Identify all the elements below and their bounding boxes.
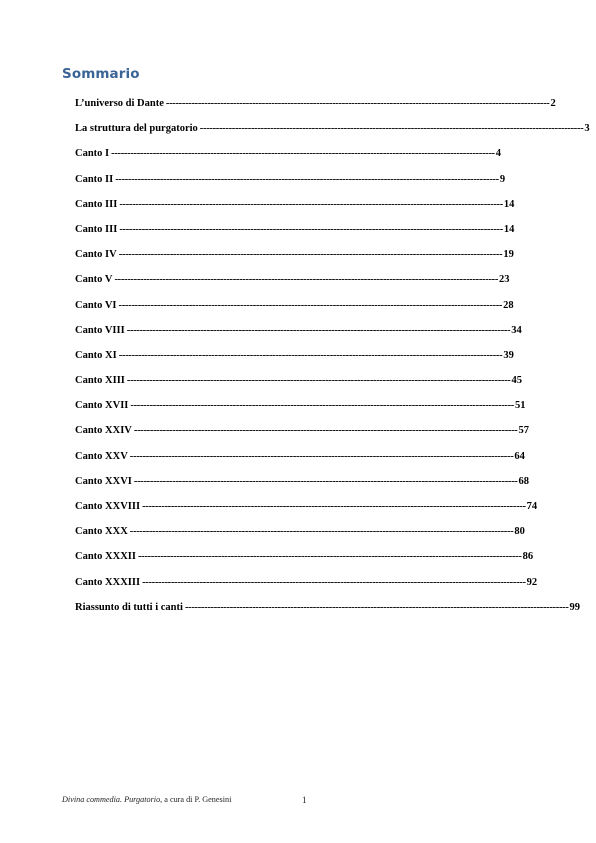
toc-dot-leader: ------------------------------------------------------------------------------------------------------------------------ <box>115 173 499 185</box>
toc-entry-page: 64 <box>514 450 525 462</box>
toc-entry-page: 57 <box>518 425 529 437</box>
toc-entry-page: 68 <box>518 475 529 487</box>
toc-entry-title: Canto VIII <box>75 324 125 336</box>
toc-entry-page: 51 <box>514 400 526 412</box>
toc-dot-leader: ------------------------------------------------------------------------------------------------------------------------ <box>129 526 514 538</box>
toc-entry-page: 14 <box>503 223 515 235</box>
toc-dot-leader: ------------------------------------------------------------------------------------------------------------------------ <box>126 375 511 387</box>
toc-dot-leader: ------------------------------------------------------------------------------------------------------------------------ <box>199 123 584 135</box>
toc-entry-page: 86 <box>522 551 534 563</box>
toc-entry-page: 28 <box>503 299 514 311</box>
toc-entry[interactable] <box>75 375 522 400</box>
toc-entry[interactable] <box>75 349 514 375</box>
footer-work-title: Divina commedia. Purgatorio <box>62 795 161 804</box>
toc-entry[interactable] <box>75 173 506 199</box>
toc-entry[interactable] <box>75 123 590 148</box>
toc-entry[interactable] <box>75 223 515 249</box>
toc-entry-page: 45 <box>511 375 522 387</box>
toc-dot-leader: ------------------------------------------------------------------------------------------------------------------------ <box>118 249 503 261</box>
toc-entry-title: Canto XXIV <box>75 425 132 437</box>
toc-dot-leader: ------------------------------------------------------------------------------------------------------------------------ <box>126 324 511 336</box>
toc-entry[interactable] <box>75 274 510 299</box>
toc-dot-leader: ------------------------------------------------------------------------------------------------------------------------ <box>137 551 522 563</box>
toc-dot-leader: ------------------------------------------------------------------------------------------------------------------------ <box>119 198 503 210</box>
toc-entry-page: 80 <box>514 526 525 538</box>
toc-entry-title: Canto XVII <box>75 400 129 412</box>
toc-entry[interactable] <box>75 501 538 526</box>
toc-dot-leader: ------------------------------------------------------------------------------------------------------------------------ <box>114 274 499 286</box>
toc-dot-leader: ------------------------------------------------------------------------------------------------------------------------ <box>142 501 526 512</box>
toc-entry[interactable] <box>75 526 525 551</box>
toc-entry-title: Riassunto di tutti i canti <box>75 601 183 613</box>
toc-entry[interactable] <box>75 601 581 627</box>
toc-entry-title: La struttura del purgatorio <box>75 123 198 135</box>
toc-entry-title: Canto III <box>75 198 118 210</box>
toc-entry-title: Canto II <box>75 173 114 185</box>
toc-dot-leader: ------------------------------------------------------------------------------------------------------------------------ <box>130 400 514 412</box>
toc-entry[interactable] <box>75 198 515 224</box>
footer-credit: , a cura di P. Genesini <box>160 795 232 804</box>
toc-entry-page: 4 <box>495 148 501 160</box>
page-title: Sommario <box>62 66 140 82</box>
toc-entry-page: 34 <box>511 324 522 336</box>
toc-entry-title: Canto XXXII <box>75 551 136 563</box>
toc-entry-page: 3 <box>584 123 590 135</box>
toc-entry-page: 14 <box>503 198 515 210</box>
toc-entry-title: Canto IV <box>75 249 117 261</box>
toc-entry-title: Canto XXX <box>75 526 128 538</box>
toc-entry-title: Canto XIII <box>75 375 125 387</box>
toc-entry[interactable] <box>75 450 525 476</box>
toc-entry-title: L’universo di Dante <box>75 98 164 109</box>
toc-dot-leader: ------------------------------------------------------------------------------------------------------------------------ <box>118 299 503 311</box>
toc-entry-title: Canto XXXIII <box>75 576 141 588</box>
toc-entry-page: 23 <box>499 274 510 286</box>
toc-entry[interactable] <box>75 576 538 602</box>
toc-entry[interactable] <box>75 400 526 425</box>
toc-dot-leader: ------------------------------------------------------------------------------------------------------------------------ <box>133 475 518 487</box>
toc-entry-page: 99 <box>569 601 581 613</box>
toc-entry[interactable] <box>75 425 529 450</box>
toc-dot-leader: ------------------------------------------------------------------------------------------------------------------------ <box>133 425 518 437</box>
toc-entry-page: 92 <box>526 576 538 588</box>
toc-dot-leader: ------------------------------------------------------------------------------------------------------------------------ <box>129 450 514 462</box>
toc-entry-page: 39 <box>503 349 514 361</box>
footer-page-number: 1 <box>302 795 307 805</box>
toc-entry[interactable] <box>75 475 529 501</box>
toc-dot-leader: ------------------------------------------------------------------------------------------------------------------------ <box>118 349 503 361</box>
toc-entry[interactable] <box>75 148 501 173</box>
toc-entry-title: Canto XI <box>75 349 117 361</box>
toc-dot-leader: ------------------------------------------------------------------------------------------------------------------------ <box>184 601 569 613</box>
toc-entry-title: Canto V <box>75 274 113 286</box>
toc-entry-page: 19 <box>503 249 514 261</box>
toc-entry[interactable] <box>75 324 522 350</box>
toc-entry-title: Canto XXVIII <box>75 501 141 512</box>
toc-entry[interactable] <box>75 551 534 576</box>
table-of-contents <box>75 98 590 627</box>
toc-entry-title: Canto I <box>75 148 110 160</box>
toc-dot-leader: ------------------------------------------------------------------------------------------------------------------------ <box>142 576 526 588</box>
toc-entry-page: 74 <box>526 501 538 512</box>
toc-entry-title: Canto III <box>75 223 118 235</box>
footer-caption <box>62 795 231 804</box>
toc-entry-page: 2 <box>550 98 556 109</box>
toc-entry[interactable] <box>75 98 556 123</box>
toc-dot-leader: ------------------------------------------------------------------------------------------------------------------------ <box>119 223 503 235</box>
toc-entry-title: Canto XXVI <box>75 475 132 487</box>
toc-entry-page: 9 <box>499 173 506 185</box>
toc-entry[interactable] <box>75 299 514 325</box>
toc-entry-title: Canto VI <box>75 299 117 311</box>
toc-entry[interactable] <box>75 249 514 274</box>
toc-dot-leader: ------------------------------------------------------------------------------------------------------------------------ <box>111 148 495 160</box>
toc-dot-leader: ------------------------------------------------------------------------------------------------------------------------ <box>165 98 550 109</box>
toc-entry-title: Canto XXV <box>75 450 128 462</box>
